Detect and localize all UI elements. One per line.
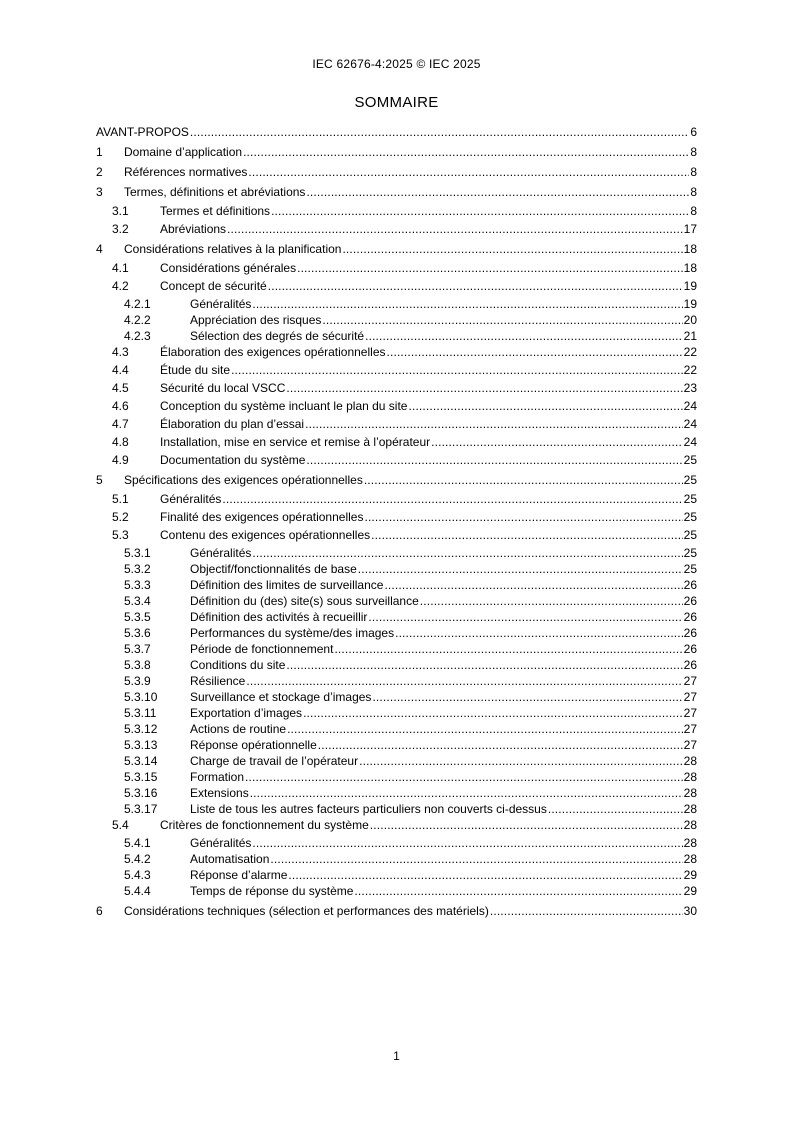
toc-entry-number: 5 — [96, 473, 103, 487]
toc-entry-page: 29 — [683, 884, 697, 898]
dot-leader — [286, 381, 682, 395]
toc-entry-page: 24 — [683, 399, 697, 413]
toc-entry[interactable] — [96, 222, 697, 236]
toc-entry-page: 8 — [690, 145, 697, 159]
toc-entry[interactable] — [96, 345, 697, 359]
dot-leader — [250, 786, 683, 800]
dot-leader — [246, 674, 682, 688]
toc-entry-number: 5.3.15 — [124, 770, 158, 784]
dot-leader — [359, 754, 683, 768]
toc-entry-page: 26 — [683, 594, 697, 608]
document-header: IEC 62676-4:2025 © IEC 2025 — [312, 57, 481, 71]
dot-leader — [420, 594, 683, 608]
toc-entry-page: 25 — [683, 492, 697, 506]
toc-entry-page: 28 — [683, 852, 697, 866]
toc-entry-page: 24 — [683, 435, 697, 449]
toc-entry-number: 5.3.2 — [124, 562, 151, 576]
dot-leader — [370, 818, 683, 832]
dot-leader — [354, 884, 682, 898]
toc-entry-page: 20 — [683, 313, 697, 327]
toc-entry-number: 4.4 — [112, 363, 129, 377]
dot-leader — [303, 706, 683, 720]
toc-entry-title: AVANT-PROPOS — [96, 125, 189, 139]
dot-leader — [395, 626, 683, 640]
toc-entry-page: 29 — [683, 868, 697, 882]
toc-entry-title: Références normatives — [124, 165, 248, 179]
toc-entry-title: Liste de tous les autres facteurs particuliers non couverts ci-dessus — [190, 802, 547, 816]
toc-entry-title: Réponse opérationnelle — [190, 738, 317, 752]
dot-leader — [365, 329, 683, 343]
toc-entry-title: Réponse d’alarme — [190, 868, 288, 882]
toc-entry-title: Élaboration du plan d’essai — [160, 417, 305, 431]
toc-entry-number: 5.3.1 — [124, 546, 151, 560]
toc-entry[interactable] — [96, 242, 697, 256]
dot-leader — [364, 473, 683, 487]
dot-leader — [334, 642, 682, 656]
toc-entry[interactable] — [96, 546, 697, 560]
toc-entry[interactable] — [96, 435, 697, 449]
dot-leader — [227, 222, 683, 236]
toc-entry-page: 17 — [683, 222, 697, 236]
toc-entry[interactable] — [96, 674, 697, 688]
toc-entry[interactable] — [96, 754, 697, 768]
dot-leader — [252, 546, 682, 560]
toc-entry-page: 21 — [683, 329, 697, 343]
toc-entry-title: Abréviations — [160, 222, 227, 236]
toc-entry-number: 5.3 — [112, 528, 129, 542]
dot-leader — [322, 313, 682, 327]
dot-leader — [287, 722, 683, 736]
dot-leader — [288, 868, 682, 882]
toc-entry[interactable] — [96, 610, 697, 624]
toc-entry-title: Considérations générales — [160, 261, 297, 275]
dot-leader — [297, 261, 683, 275]
toc-entry-number: 4.5 — [112, 381, 129, 395]
dot-leader — [490, 904, 683, 918]
toc-entry-title: Élaboration des exigences opérationnelles — [160, 345, 386, 359]
toc-entry[interactable] — [96, 690, 697, 704]
toc-entry-title: Généralités — [190, 297, 252, 311]
toc-entry-title: Sélection des degrés de sécurité — [190, 329, 365, 343]
toc-entry-page: 27 — [683, 674, 697, 688]
toc-entry-title: Surveillance et stockage d’images — [190, 690, 372, 704]
toc-entry-title: Conditions du site — [190, 658, 286, 672]
toc-entry-page: 28 — [683, 836, 697, 850]
toc-entry-number: 5.3.3 — [124, 578, 151, 592]
dot-leader — [384, 578, 682, 592]
toc-entry-page: 28 — [683, 802, 697, 816]
dot-leader — [306, 185, 689, 199]
dot-leader — [222, 492, 682, 506]
toc-entry-page: 6 — [690, 125, 697, 139]
toc-entry-number: 5.3.5 — [124, 610, 151, 624]
toc-entry-page: 18 — [683, 242, 697, 256]
toc-entry-number: 2 — [96, 165, 103, 179]
toc-entry-title: Actions de routine — [190, 722, 287, 736]
dot-leader — [305, 417, 683, 431]
dot-leader — [364, 510, 682, 524]
toc-entry-number: 5.3.8 — [124, 658, 151, 672]
toc-entry-number: 3.2 — [112, 222, 129, 236]
toc-entry-title: Critères de fonctionnement du système — [160, 818, 369, 832]
toc-entry[interactable] — [96, 297, 697, 311]
dot-leader — [306, 453, 682, 467]
toc-entry[interactable] — [96, 884, 697, 898]
toc-entry-number: 4.9 — [112, 453, 129, 467]
toc-entry-page: 24 — [683, 417, 697, 431]
toc-entry-number: 5.4.4 — [124, 884, 151, 898]
toc-entry-number: 4 — [96, 242, 103, 256]
toc-entry[interactable] — [96, 165, 697, 179]
toc-entry-title: Contenu des exigences opérationnelles — [160, 528, 371, 542]
toc-entry-page: 8 — [690, 204, 697, 218]
toc-entry-number: 5.4 — [112, 818, 129, 832]
toc-entry[interactable] — [96, 417, 697, 431]
dot-leader — [358, 562, 683, 576]
toc-entry-number: 4.2.3 — [124, 329, 151, 343]
dot-leader — [548, 802, 683, 816]
toc-entry[interactable] — [96, 453, 697, 467]
toc-entry-title: Spécifications des exigences opérationnelles — [124, 473, 363, 487]
toc-entry-title: Définition des limites de surveillance — [190, 578, 384, 592]
toc-entry-page: 23 — [683, 381, 697, 395]
toc-entry-number: 5.3.6 — [124, 626, 151, 640]
toc-entry[interactable] — [96, 818, 697, 832]
toc-entry-page: 25 — [683, 562, 697, 576]
dot-leader — [268, 279, 683, 293]
toc-entry-number: 5.3.17 — [124, 802, 158, 816]
toc-entry-page: 26 — [683, 658, 697, 672]
toc-entry-page: 28 — [683, 818, 697, 832]
toc-entry[interactable] — [96, 626, 697, 640]
toc-entry-title: Concept de sécurité — [160, 279, 267, 293]
toc-entry-title: Installation, mise en service et remise à l’opérateur — [160, 435, 431, 449]
toc-entry[interactable] — [96, 904, 697, 918]
toc-entry[interactable] — [96, 261, 697, 275]
toc-entry-page: 28 — [683, 754, 697, 768]
dot-leader — [270, 852, 682, 866]
toc-entry-title: Finalité des exigences opérationnelles — [160, 510, 364, 524]
toc-entry-number: 4.2 — [112, 279, 129, 293]
toc-entry-title: Exportation d’images — [190, 706, 303, 720]
toc-entry-page: 22 — [683, 345, 697, 359]
toc-entry-title: Termes, définitions et abréviations — [124, 185, 306, 199]
toc-entry-page: 25 — [683, 510, 697, 524]
toc-entry-title: Charge de travail de l’opérateur — [190, 754, 359, 768]
toc-entry[interactable] — [96, 204, 697, 218]
toc-entry-title: Objectif/fonctionnalités de base — [190, 562, 357, 576]
toc-entry[interactable] — [96, 786, 697, 800]
dot-leader — [318, 738, 683, 752]
toc-entry-title: Automatisation — [190, 852, 270, 866]
toc-entry-page: 30 — [683, 904, 697, 918]
toc-entry-page: 8 — [690, 165, 697, 179]
toc-entry-number: 5.4.3 — [124, 868, 151, 882]
toc-entry-number: 6 — [96, 904, 103, 918]
toc-entry[interactable] — [96, 802, 697, 816]
toc-entry[interactable] — [96, 578, 697, 592]
toc-entry[interactable] — [96, 528, 697, 542]
toc-entry-number: 4.1 — [112, 261, 129, 275]
toc-entry-title: Définition des activités à recueillir — [190, 610, 368, 624]
toc-entry-title: Sécurité du local VSCC — [160, 381, 286, 395]
page-number: 1 — [393, 1049, 400, 1063]
toc-entry[interactable] — [96, 125, 697, 139]
toc-entry-page: 27 — [683, 738, 697, 752]
toc-entry-title: Termes et définitions — [160, 204, 271, 218]
toc-entry-number: 4.3 — [112, 345, 129, 359]
toc-entry-page: 8 — [690, 185, 697, 199]
toc-entry-number: 5.3.13 — [124, 738, 158, 752]
dot-leader — [342, 242, 682, 256]
toc-entry[interactable] — [96, 492, 697, 506]
toc-entry-page: 18 — [683, 261, 697, 275]
toc-entry[interactable] — [96, 145, 697, 159]
toc-entry-title: Généralités — [190, 546, 252, 560]
toc-entry-title: Étude du site — [160, 363, 231, 377]
toc-entry-number: 5.3.4 — [124, 594, 151, 608]
toc-entry-number: 5.3.10 — [124, 690, 158, 704]
toc-entry-number: 4.2.1 — [124, 297, 151, 311]
toc-entry-number: 4.8 — [112, 435, 129, 449]
toc-entry-page: 25 — [683, 453, 697, 467]
toc-entry-number: 5.3.16 — [124, 786, 158, 800]
toc-entry[interactable] — [96, 562, 697, 576]
toc-entry-number: 5.3.11 — [124, 706, 157, 720]
toc-entry-page: 27 — [683, 690, 697, 704]
toc-entry-number: 5.4.2 — [124, 852, 151, 866]
toc-entry[interactable] — [96, 381, 697, 395]
toc-entry[interactable] — [96, 658, 697, 672]
toc-entry-title: Extensions — [190, 786, 249, 800]
toc-entry-title: Appréciation des risques — [190, 313, 322, 327]
toc-entry[interactable] — [96, 722, 697, 736]
dot-leader — [248, 165, 689, 179]
toc-entry[interactable] — [96, 594, 697, 608]
toc-entry-page: 27 — [683, 722, 697, 736]
toc-entry-page: 26 — [683, 578, 697, 592]
toc-entry[interactable] — [96, 836, 697, 850]
toc-entry-title: Documentation du système — [160, 453, 306, 467]
toc-entry-page: 19 — [683, 279, 697, 293]
toc-entry[interactable] — [96, 399, 697, 413]
toc-entry-number: 4.6 — [112, 399, 129, 413]
toc-entry-page: 22 — [683, 363, 697, 377]
toc-entry-page: 25 — [683, 528, 697, 542]
dot-leader — [431, 435, 683, 449]
dot-leader — [286, 658, 682, 672]
toc-entry-title: Généralités — [190, 836, 252, 850]
dot-leader — [190, 125, 689, 139]
toc-entry[interactable] — [96, 279, 697, 293]
dot-leader — [231, 363, 683, 377]
toc-entry-title: Domaine d’application — [124, 145, 243, 159]
dot-leader — [252, 836, 682, 850]
dot-leader — [245, 770, 683, 784]
dot-leader — [371, 528, 682, 542]
toc-entry-page: 26 — [683, 626, 697, 640]
toc-entry[interactable] — [96, 510, 697, 524]
toc-entry-page: 19 — [683, 297, 697, 311]
page-title: SOMMAIRE — [354, 94, 439, 111]
toc-entry[interactable] — [96, 363, 697, 377]
toc-entry-number: 5.3.9 — [124, 674, 151, 688]
toc-entry-page: 28 — [683, 770, 697, 784]
toc-entry[interactable] — [96, 868, 697, 882]
toc-entry-page: 26 — [683, 642, 697, 656]
toc-entry-number: 5.3.14 — [124, 754, 158, 768]
toc-entry[interactable] — [96, 738, 697, 752]
dot-leader — [243, 145, 689, 159]
toc-entry-number: 5.4.1 — [124, 836, 151, 850]
toc-entry-page: 28 — [683, 786, 697, 800]
toc-entry-number: 3.1 — [112, 204, 129, 218]
toc-entry[interactable] — [96, 313, 697, 327]
toc-entry[interactable] — [96, 329, 697, 343]
toc-entry-title: Formation — [190, 770, 245, 784]
toc-entry[interactable] — [96, 642, 697, 656]
toc-entry-number: 1 — [96, 145, 103, 159]
toc-entry-title: Temps de réponse du système — [190, 884, 354, 898]
toc-entry[interactable] — [96, 706, 697, 720]
toc-entry[interactable] — [96, 852, 697, 866]
toc-entry-title: Performances du système/des images — [190, 626, 395, 640]
toc-entry-page: 27 — [683, 706, 697, 720]
toc-entry[interactable] — [96, 185, 697, 199]
dot-leader — [368, 610, 682, 624]
toc-entry-number: 5.1 — [112, 492, 129, 506]
toc-entry-title: Définition du (des) site(s) sous surveillance — [190, 594, 419, 608]
toc-entry-title: Résilience — [190, 674, 246, 688]
dot-leader — [372, 690, 682, 704]
toc-entry-title: Généralités — [160, 492, 222, 506]
toc-entry-page: 25 — [683, 546, 697, 560]
toc-entry-page: 25 — [683, 473, 697, 487]
dot-leader — [408, 399, 682, 413]
toc-entry-title: Considérations techniques (sélection et performances des matériels) — [124, 904, 489, 918]
dot-leader — [387, 345, 683, 359]
toc-entry-title: Période de fonctionnement — [190, 642, 334, 656]
toc-entry[interactable] — [96, 770, 697, 784]
toc-entry[interactable] — [96, 473, 697, 487]
toc-entry-title: Conception du système incluant le plan du site — [160, 399, 408, 413]
toc-entry-number: 5.3.12 — [124, 722, 158, 736]
toc-entry-number: 5.2 — [112, 510, 129, 524]
table-of-contents — [96, 125, 697, 923]
toc-entry-title: Considérations relatives à la planification — [124, 242, 342, 256]
toc-entry-number: 3 — [96, 185, 103, 199]
toc-entry-number: 4.7 — [112, 417, 129, 431]
dot-leader — [271, 204, 689, 218]
toc-entry-page: 26 — [683, 610, 697, 624]
toc-entry-number: 5.3.7 — [124, 642, 151, 656]
dot-leader — [252, 297, 682, 311]
toc-entry-number: 4.2.2 — [124, 313, 151, 327]
